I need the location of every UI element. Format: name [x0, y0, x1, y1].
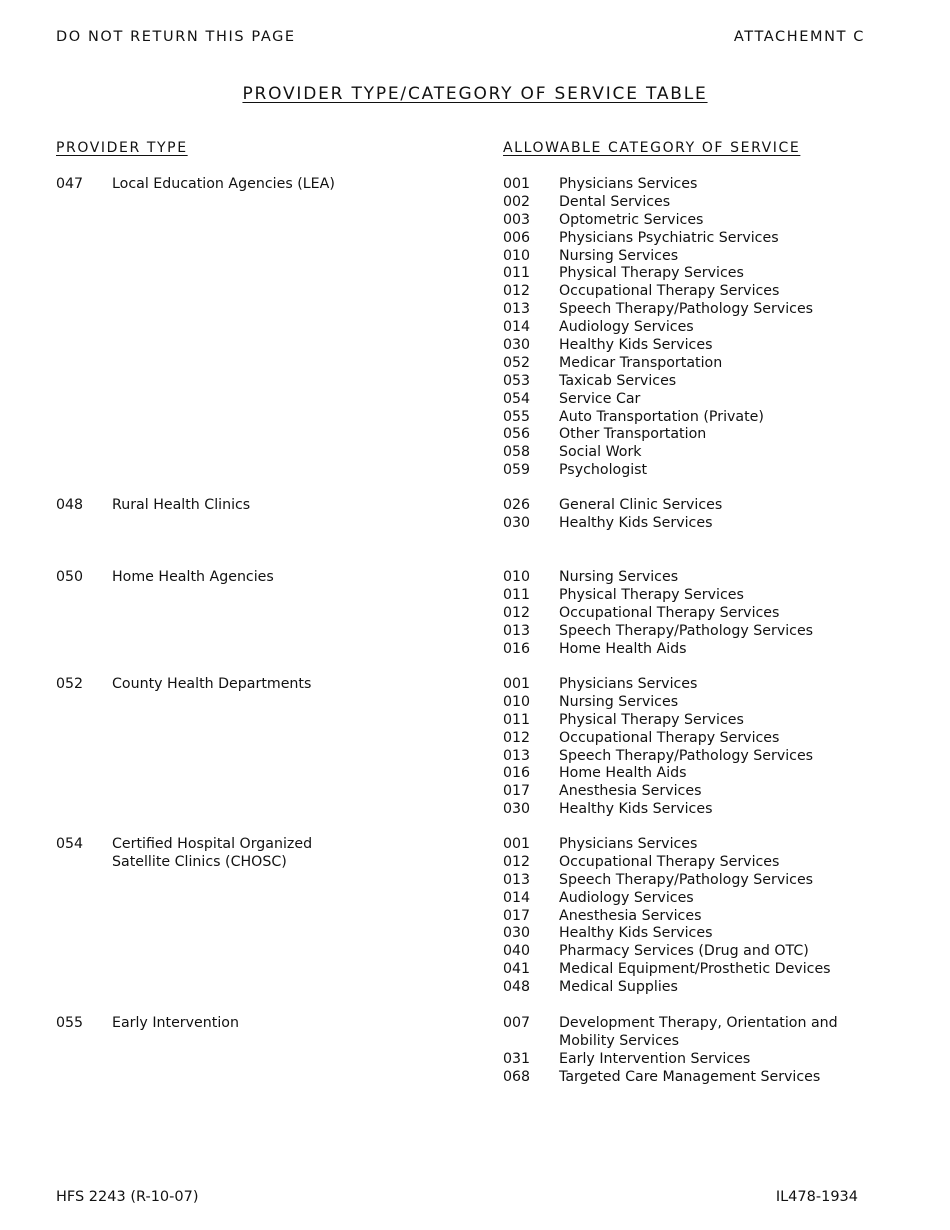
service-row	[503, 801, 813, 819]
service-label: Mobility Services	[559, 1032, 680, 1049]
service-row	[503, 605, 813, 623]
service-code: 012	[503, 283, 531, 300]
provider-code: 050	[56, 569, 84, 585]
service-row	[503, 676, 813, 694]
service-code: 016	[503, 640, 531, 657]
service-label: Nursing Services	[559, 247, 679, 264]
service-code: 011	[503, 265, 531, 282]
service-label: Other Transportation	[559, 426, 707, 443]
provider-name: Early Intervention	[112, 1015, 239, 1031]
service-code: 007	[503, 1015, 531, 1031]
service-row	[503, 373, 813, 391]
service-list	[503, 1015, 838, 1087]
provider-type-heading: PROVIDER TYPE	[56, 140, 188, 156]
service-code: 030	[503, 925, 531, 942]
service-row	[503, 783, 813, 801]
service-row	[503, 301, 813, 319]
service-row	[503, 943, 831, 961]
service-label: Occupational Therapy Services	[559, 604, 780, 621]
page-title: PROVIDER TYPE/CATEGORY OF SERVICE TABLE	[242, 84, 708, 104]
service-label: Physical Therapy Services	[559, 711, 744, 728]
service-label: Psychologist	[559, 462, 648, 479]
service-code: 014	[503, 889, 531, 906]
service-label: Targeted Care Management Services	[559, 1068, 821, 1085]
service-code: 030	[503, 514, 531, 531]
service-row	[503, 623, 813, 641]
service-row	[503, 444, 813, 462]
service-code: 013	[503, 622, 531, 639]
service-label: Home Health Aids	[559, 765, 687, 782]
service-label: Occupational Therapy Services	[559, 853, 780, 870]
provider-row	[56, 569, 274, 587]
service-label: Dental Services	[559, 193, 671, 210]
service-label: Physicians Services	[559, 676, 698, 692]
service-label: Medical Equipment/Prosthetic Devices	[559, 961, 831, 978]
service-row	[503, 248, 813, 266]
service-row	[503, 712, 813, 730]
provider-name: Local Education Agencies (LEA)	[112, 176, 335, 192]
service-row	[503, 890, 831, 908]
provider-name: Certified Hospital Organized	[112, 836, 313, 852]
service-row	[503, 515, 722, 533]
service-row	[503, 979, 831, 997]
service-label: Anesthesia Services	[559, 907, 702, 924]
service-label: Speech Therapy/Pathology Services	[559, 747, 814, 764]
service-label: Medicar Transportation	[559, 354, 723, 371]
service-label: Physicians Services	[559, 176, 698, 192]
service-list	[503, 569, 813, 658]
service-label: Development Therapy, Orientation and	[559, 1015, 838, 1031]
service-label: Audiology Services	[559, 319, 694, 336]
provider-name: Rural Health Clinics	[112, 497, 251, 513]
service-label: Healthy Kids Services	[559, 925, 713, 942]
service-label: Speech Therapy/Pathology Services	[559, 301, 814, 318]
service-row	[503, 355, 813, 373]
service-code: 011	[503, 711, 531, 728]
service-label: Physicians Services	[559, 836, 698, 852]
service-row	[503, 748, 813, 766]
provider-name-continued: Satellite Clinics (CHOSC)	[112, 853, 287, 870]
service-row	[503, 409, 813, 427]
service-label: Nursing Services	[559, 693, 679, 710]
service-code: 012	[503, 729, 531, 746]
service-label: Physical Therapy Services	[559, 586, 744, 603]
service-code: 001	[503, 836, 531, 852]
service-row	[503, 1015, 838, 1033]
provider-name: County Health Departments	[112, 676, 312, 692]
service-label: Occupational Therapy Services	[559, 729, 780, 746]
service-code: 055	[503, 408, 531, 425]
service-code: 011	[503, 586, 531, 603]
service-code: 016	[503, 765, 531, 782]
allowable-category-heading: ALLOWABLE CATEGORY OF SERVICE	[503, 140, 801, 156]
service-row	[503, 319, 813, 337]
do-not-return-notice: DO NOT RETURN THIS PAGE	[56, 29, 296, 45]
service-code: 041	[503, 961, 531, 978]
service-code: 017	[503, 783, 531, 800]
service-code: 006	[503, 229, 531, 246]
service-label: Service Car	[559, 390, 641, 407]
service-row	[503, 265, 813, 283]
provider-code: 055	[56, 1015, 84, 1031]
service-code: 014	[503, 319, 531, 336]
service-row	[503, 854, 831, 872]
service-label: Taxicab Services	[559, 372, 677, 389]
service-label: Occupational Therapy Services	[559, 283, 780, 300]
provider-code: 054	[56, 836, 84, 852]
service-code: 048	[503, 979, 531, 996]
service-row	[503, 462, 813, 480]
service-row	[503, 587, 813, 605]
service-label: Auto Transportation (Private)	[559, 408, 764, 425]
service-code: 054	[503, 390, 531, 407]
service-list	[503, 497, 722, 533]
provider-code: 052	[56, 676, 84, 692]
service-row	[503, 872, 831, 890]
service-code: 010	[503, 569, 531, 585]
service-row	[503, 1033, 838, 1051]
form-id: IL478-1934	[775, 1189, 858, 1205]
provider-row	[56, 676, 311, 694]
provider-row	[56, 1015, 239, 1033]
service-label: Physicians Psychiatric Services	[559, 229, 779, 246]
service-row	[503, 176, 813, 194]
service-code: 001	[503, 676, 531, 692]
service-label: Medical Supplies	[559, 979, 678, 996]
service-code: 003	[503, 211, 531, 228]
service-row	[503, 1051, 838, 1069]
service-row	[503, 194, 813, 212]
service-code: 001	[503, 176, 531, 192]
service-row	[503, 283, 813, 301]
service-code: 068	[503, 1068, 531, 1085]
service-code: 040	[503, 943, 531, 960]
service-label: Nursing Services	[559, 569, 679, 585]
service-label: Healthy Kids Services	[559, 801, 713, 818]
service-label: Anesthesia Services	[559, 783, 702, 800]
service-code: 030	[503, 801, 531, 818]
service-code: 010	[503, 693, 531, 710]
service-code: 031	[503, 1050, 531, 1067]
service-list	[503, 176, 813, 480]
service-code: 002	[503, 193, 531, 210]
service-list	[503, 676, 813, 819]
service-row	[503, 337, 813, 355]
service-label: Home Health Aids	[559, 640, 687, 657]
service-row	[503, 569, 813, 587]
service-row	[503, 730, 813, 748]
service-code: 013	[503, 301, 531, 318]
form-number: HFS 2243 (R-10-07)	[56, 1189, 199, 1205]
service-label: Audiology Services	[559, 889, 694, 906]
service-label: General Clinic Services	[559, 497, 723, 513]
service-row	[503, 641, 813, 659]
service-row	[503, 908, 831, 926]
service-label: Healthy Kids Services	[559, 514, 713, 531]
service-label: Healthy Kids Services	[559, 337, 713, 354]
service-row	[503, 836, 831, 854]
service-row	[503, 961, 831, 979]
service-code: 013	[503, 747, 531, 764]
service-code: 053	[503, 372, 531, 389]
service-label: Speech Therapy/Pathology Services	[559, 622, 814, 639]
service-code: 026	[503, 497, 531, 513]
service-code: 052	[503, 354, 531, 371]
provider-code: 048	[56, 497, 84, 513]
service-label: Speech Therapy/Pathology Services	[559, 871, 814, 888]
service-row	[503, 694, 813, 712]
service-code: 017	[503, 907, 531, 924]
service-label: Physical Therapy Services	[559, 265, 744, 282]
service-code: 012	[503, 604, 531, 621]
service-label: Social Work	[559, 444, 642, 461]
service-code: 030	[503, 337, 531, 354]
service-row	[503, 925, 831, 943]
service-row	[503, 765, 813, 783]
service-row	[503, 1069, 838, 1087]
provider-row	[56, 497, 250, 515]
provider-row	[56, 176, 335, 194]
service-label: Optometric Services	[559, 211, 704, 228]
service-code: 012	[503, 853, 531, 870]
service-code: 058	[503, 444, 531, 461]
service-row	[503, 426, 813, 444]
provider-code: 047	[56, 176, 84, 192]
provider-row	[56, 836, 312, 872]
service-label: Early Intervention Services	[559, 1050, 751, 1067]
service-code: 013	[503, 871, 531, 888]
service-row	[503, 212, 813, 230]
service-code: 056	[503, 426, 531, 443]
service-row	[503, 230, 813, 248]
service-code: 059	[503, 462, 531, 479]
service-row	[503, 391, 813, 409]
service-list	[503, 836, 831, 997]
service-label: Pharmacy Services (Drug and OTC)	[559, 943, 809, 960]
provider-name: Home Health Agencies	[112, 569, 274, 585]
service-code: 010	[503, 247, 531, 264]
attachment-label: ATTACHEMNT C	[733, 29, 865, 45]
service-row	[503, 497, 722, 515]
